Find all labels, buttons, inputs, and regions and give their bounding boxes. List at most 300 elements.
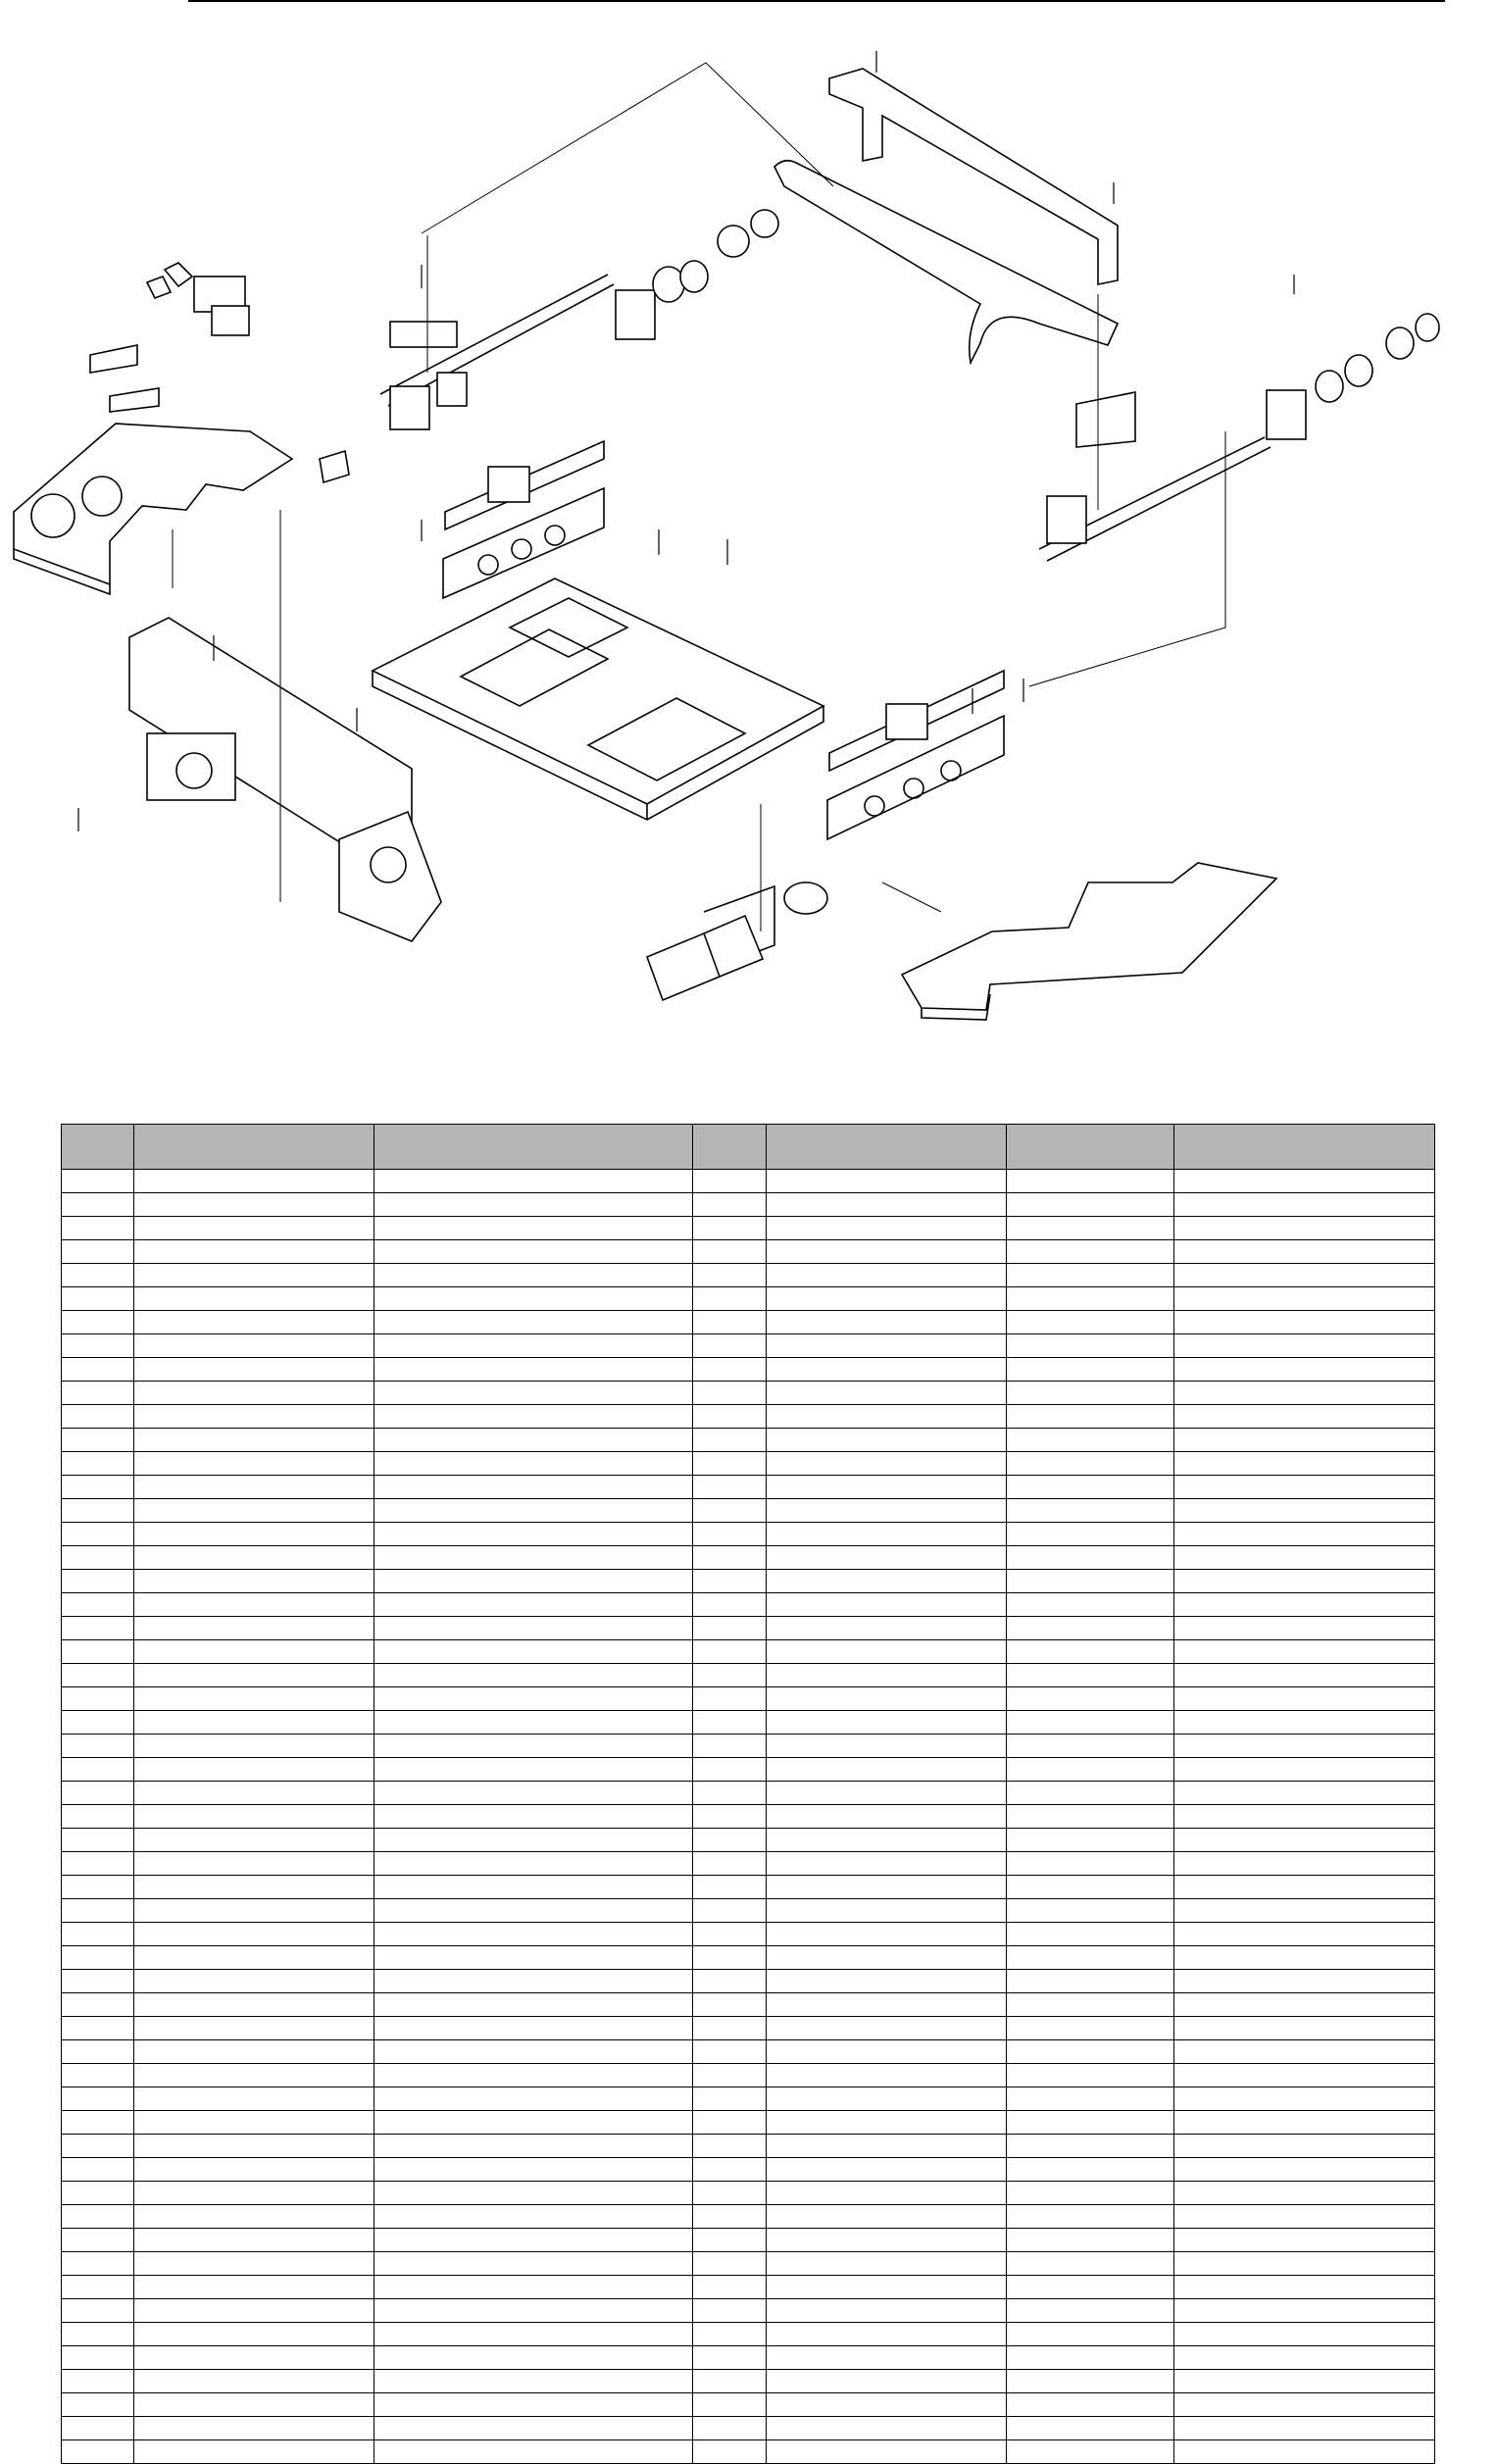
table-cell	[1174, 1476, 1435, 1499]
table-cell	[374, 1782, 693, 1805]
table-cell	[1007, 1899, 1174, 1923]
table-row	[62, 2276, 1435, 2299]
table-cell	[62, 1805, 134, 1829]
right-linear-rail	[827, 671, 1004, 839]
table-cell	[134, 1829, 374, 1852]
table-cell	[1174, 1852, 1435, 1876]
table-row	[62, 2370, 1435, 2393]
table-cell	[134, 1476, 374, 1499]
table-cell	[767, 1405, 1007, 1429]
table-cell	[1007, 2440, 1174, 2464]
table-cell	[134, 1452, 374, 1476]
table-cell	[1007, 2205, 1174, 2229]
table-row	[62, 1193, 1435, 1217]
table-cell	[693, 2135, 767, 2158]
table-cell	[134, 1993, 374, 2017]
table-row	[62, 1758, 1435, 1782]
table-row	[62, 1805, 1435, 1829]
table-cell	[1007, 2323, 1174, 2346]
table-cell	[767, 2370, 1007, 2393]
parts-table-body	[62, 1170, 1435, 2464]
table-cell	[1174, 2252, 1435, 2276]
table-row	[62, 1664, 1435, 1687]
table-cell	[1007, 1311, 1174, 1334]
table-cell	[134, 1617, 374, 1640]
table-cell	[1174, 1711, 1435, 1735]
table-cell	[693, 2417, 767, 2440]
table-cell	[693, 1170, 767, 1193]
table-cell	[767, 1523, 1007, 1546]
column-header	[1007, 1125, 1174, 1170]
table-cell	[62, 1523, 134, 1546]
table-cell	[767, 2158, 1007, 2182]
table-cell	[767, 1640, 1007, 1664]
table-cell	[374, 1405, 693, 1429]
column-header	[1174, 1125, 1435, 1170]
table-cell	[374, 1217, 693, 1240]
table-row	[62, 2064, 1435, 2087]
table-cell	[1174, 2182, 1435, 2205]
table-cell	[693, 1593, 767, 1617]
table-cell	[693, 1664, 767, 1687]
table-cell	[134, 2346, 374, 2370]
table-cell	[134, 2370, 374, 2393]
table-cell	[767, 1570, 1007, 1593]
table-cell	[767, 1334, 1007, 1358]
table-cell	[1174, 1946, 1435, 1970]
table-cell	[374, 2205, 693, 2229]
table-cell	[374, 2111, 693, 2135]
table-cell	[1174, 1382, 1435, 1405]
table-cell	[62, 1405, 134, 1429]
table-cell	[1174, 1287, 1435, 1311]
table-cell	[693, 1829, 767, 1852]
table-cell	[62, 2111, 134, 2135]
table-cell	[693, 2252, 767, 2276]
table-cell	[374, 1993, 693, 2017]
table-cell	[62, 2040, 134, 2064]
table-cell	[62, 1899, 134, 1923]
table-cell	[374, 2182, 693, 2205]
table-cell	[374, 2299, 693, 2323]
table-cell	[134, 1311, 374, 1334]
table-row	[62, 1240, 1435, 1264]
table-cell	[1007, 1476, 1174, 1499]
table-cell	[374, 1264, 693, 1287]
table-row	[62, 1711, 1435, 1735]
table-cell	[767, 1711, 1007, 1735]
table-cell	[767, 1923, 1007, 1946]
table-cell	[134, 1170, 374, 1193]
column-header	[134, 1125, 374, 1170]
table-cell	[134, 1899, 374, 1923]
table-cell	[374, 2346, 693, 2370]
table-cell	[1174, 1829, 1435, 1852]
table-row	[62, 1946, 1435, 1970]
left-ball-screw	[320, 210, 778, 482]
table-cell	[374, 1193, 693, 1217]
column-header	[767, 1125, 1007, 1170]
table-cell	[1007, 2252, 1174, 2276]
table-cell	[1174, 1311, 1435, 1334]
table-cell	[1007, 1852, 1174, 1876]
table-row	[62, 1405, 1435, 1429]
table-cell	[134, 1876, 374, 1899]
table-cell	[767, 2393, 1007, 2417]
table-cell	[693, 1899, 767, 1923]
table-cell	[1007, 1640, 1174, 1664]
table-cell	[134, 2276, 374, 2299]
table-cell	[62, 2440, 134, 2464]
table-cell	[1174, 2040, 1435, 2064]
table-cell	[693, 1640, 767, 1664]
table-cell	[693, 2111, 767, 2135]
table-cell	[767, 1311, 1007, 1334]
table-cell	[767, 1829, 1007, 1852]
table-cell	[62, 2229, 134, 2252]
table-row	[62, 1735, 1435, 1758]
table-cell	[62, 1546, 134, 1570]
table-cell	[62, 1593, 134, 1617]
table-cell	[693, 1240, 767, 1264]
table-cell	[62, 1570, 134, 1593]
table-cell	[134, 1217, 374, 1240]
table-cell	[1174, 2440, 1435, 2464]
table-cell	[134, 2417, 374, 2440]
table-cell	[1007, 1452, 1174, 1476]
table-row	[62, 1617, 1435, 1640]
table-cell	[62, 1429, 134, 1452]
table-cell	[62, 1499, 134, 1523]
table-cell	[62, 1946, 134, 1970]
table-cell	[374, 2087, 693, 2111]
table-cell	[1007, 2393, 1174, 2417]
table-cell	[134, 2440, 374, 2464]
table-cell	[134, 1970, 374, 1993]
table-cell	[374, 1287, 693, 1311]
table-cell	[767, 1240, 1007, 1264]
table-cell	[374, 1499, 693, 1523]
table-cell	[1007, 1758, 1174, 1782]
table-cell	[374, 1476, 693, 1499]
table-row	[62, 1923, 1435, 1946]
table-cell	[693, 2040, 767, 2064]
valve-cluster	[90, 263, 249, 412]
table-cell	[1174, 1593, 1435, 1617]
table-row	[62, 2299, 1435, 2323]
left-linear-rail	[443, 441, 604, 598]
table-cell	[767, 1382, 1007, 1405]
table-cell	[767, 2440, 1007, 2464]
table-cell	[62, 2346, 134, 2370]
table-cell	[374, 1852, 693, 1876]
table-cell	[134, 1640, 374, 1664]
table-row	[62, 2346, 1435, 2370]
table-cell	[62, 1358, 134, 1382]
table-cell	[134, 2040, 374, 2064]
table-cell	[1174, 2229, 1435, 2252]
table-cell	[767, 1970, 1007, 1993]
table-cell	[767, 2252, 1007, 2276]
table-cell	[1174, 2299, 1435, 2323]
table-cell	[693, 1287, 767, 1311]
table-cell	[374, 1640, 693, 1664]
table-cell	[1174, 2393, 1435, 2417]
table-cell	[1007, 1429, 1174, 1452]
table-cell	[374, 1334, 693, 1358]
table-cell	[134, 1711, 374, 1735]
table-cell	[1174, 1170, 1435, 1193]
table-cell	[62, 1334, 134, 1358]
table-cell	[1007, 1358, 1174, 1382]
table-row	[62, 1499, 1435, 1523]
table-cell	[134, 2229, 374, 2252]
table-cell	[62, 1452, 134, 1476]
table-cell	[767, 2346, 1007, 2370]
table-row	[62, 1170, 1435, 1193]
table-cell	[134, 1664, 374, 1687]
table-cell	[62, 1264, 134, 1287]
table-cell	[1174, 2135, 1435, 2158]
table-cell	[134, 1758, 374, 1782]
table-cell	[62, 2370, 134, 2393]
table-cell	[134, 2158, 374, 2182]
table-cell	[134, 1570, 374, 1593]
table-header-row	[62, 1125, 1435, 1170]
table-cell	[1174, 1993, 1435, 2017]
table-row	[62, 2205, 1435, 2229]
table-cell	[693, 1358, 767, 1382]
table-cell	[767, 2299, 1007, 2323]
table-cell	[62, 2087, 134, 2111]
table-cell	[374, 2370, 693, 2393]
table-cell	[374, 1711, 693, 1735]
table-cell	[767, 1358, 1007, 1382]
table-row	[62, 2252, 1435, 2276]
table-cell	[693, 2087, 767, 2111]
table-cell	[767, 2323, 1007, 2346]
table-cell	[1007, 1240, 1174, 1264]
table-cell	[767, 2040, 1007, 2064]
table-cell	[62, 1193, 134, 1217]
table-cell	[693, 1805, 767, 1829]
table-cell	[374, 1546, 693, 1570]
table-cell	[374, 1382, 693, 1405]
table-cell	[374, 1923, 693, 1946]
table-cell	[767, 1617, 1007, 1640]
table-cell	[693, 1782, 767, 1805]
table-cell	[374, 1429, 693, 1452]
table-cell	[374, 1617, 693, 1640]
table-cell	[134, 1923, 374, 1946]
table-cell	[62, 1382, 134, 1405]
table-cell	[1007, 2229, 1174, 2252]
table-cell	[1174, 1899, 1435, 1923]
table-cell	[374, 2440, 693, 2464]
table-cell	[767, 2276, 1007, 2299]
table-row	[62, 1452, 1435, 1476]
table-row	[62, 1217, 1435, 1240]
table-cell	[1174, 1358, 1435, 1382]
table-cell	[1174, 2205, 1435, 2229]
table-cell	[767, 1170, 1007, 1193]
table-cell	[134, 2205, 374, 2229]
table-cell	[134, 1240, 374, 1264]
table-cell	[62, 2393, 134, 2417]
table-cell	[693, 1852, 767, 1876]
table-row	[62, 1640, 1435, 1664]
table-cell	[1007, 1617, 1174, 1640]
table-cell	[374, 2252, 693, 2276]
table-cell	[1007, 1735, 1174, 1758]
table-cell	[693, 1523, 767, 1546]
table-cell	[693, 2440, 767, 2464]
table-cell	[767, 2064, 1007, 2087]
table-cell	[1174, 1499, 1435, 1523]
table-cell	[693, 2205, 767, 2229]
table-cell	[1174, 2346, 1435, 2370]
table-cell	[1174, 1240, 1435, 1264]
table-row	[62, 2323, 1435, 2346]
table-row	[62, 1358, 1435, 1382]
table-cell	[767, 1735, 1007, 1758]
table-cell	[62, 1829, 134, 1852]
table-cell	[767, 1876, 1007, 1899]
table-cell	[1007, 1405, 1174, 1429]
table-cell	[693, 1711, 767, 1735]
table-cell	[1174, 1570, 1435, 1593]
table-cell	[767, 2111, 1007, 2135]
table-cell	[693, 1452, 767, 1476]
table-cell	[1007, 1217, 1174, 1240]
table-cell	[767, 1758, 1007, 1782]
table-cell	[767, 1805, 1007, 1829]
table-cell	[62, 1970, 134, 1993]
table-cell	[767, 1899, 1007, 1923]
table-cell	[1007, 1382, 1174, 1405]
table-cell	[62, 2158, 134, 2182]
table-cell	[1007, 2417, 1174, 2440]
table-cell	[1174, 2087, 1435, 2111]
table-cell	[62, 2323, 134, 2346]
table-cell	[1174, 1405, 1435, 1429]
table-cell	[1174, 2370, 1435, 2393]
table-cell	[134, 1687, 374, 1711]
table-cell	[134, 1499, 374, 1523]
table-cell	[693, 1429, 767, 1452]
table-cell	[767, 1946, 1007, 1970]
table-cell	[374, 2393, 693, 2417]
table-cell	[62, 1311, 134, 1334]
table-cell	[1174, 1617, 1435, 1640]
table-cell	[767, 2182, 1007, 2205]
table-row	[62, 2393, 1435, 2417]
table-row	[62, 1782, 1435, 1805]
table-cell	[374, 1946, 693, 1970]
table-cell	[1174, 1664, 1435, 1687]
table-cell	[374, 1805, 693, 1829]
table-cell	[1174, 1264, 1435, 1287]
table-cell	[767, 1217, 1007, 1240]
table-cell	[693, 1687, 767, 1711]
table-cell	[693, 2323, 767, 2346]
table-cell	[1007, 2135, 1174, 2158]
table-cell	[767, 1664, 1007, 1687]
table-cell	[1007, 2064, 1174, 2087]
table-cell	[693, 2158, 767, 2182]
table-cell	[767, 2135, 1007, 2158]
table-cell	[134, 1805, 374, 1829]
table-cell	[62, 1240, 134, 1264]
table-cell	[1007, 1687, 1174, 1711]
table-cell	[767, 1687, 1007, 1711]
table-cell	[134, 1287, 374, 1311]
table-cell	[1174, 1217, 1435, 1240]
table-cell	[1174, 1970, 1435, 1993]
table-cell	[1007, 1334, 1174, 1358]
table-cell	[134, 1735, 374, 1758]
table-cell	[62, 2205, 134, 2229]
table-cell	[693, 1405, 767, 1429]
table-cell	[134, 2182, 374, 2205]
table-cell	[767, 2417, 1007, 2440]
table-cell	[62, 1852, 134, 1876]
table-cell	[62, 1287, 134, 1311]
table-cell	[1007, 1546, 1174, 1570]
table-cell	[374, 2158, 693, 2182]
table-cell	[374, 1664, 693, 1687]
table-cell	[374, 1240, 693, 1264]
parts-list-table	[61, 1124, 1435, 2464]
table-cell	[1007, 1970, 1174, 1993]
table-cell	[1174, 1805, 1435, 1829]
table-cell	[693, 2276, 767, 2299]
table-cell	[1007, 1593, 1174, 1617]
table-cell	[134, 1264, 374, 1287]
table-cell	[1007, 1523, 1174, 1546]
table-cell	[134, 2087, 374, 2111]
exploded-assembly-diagram	[0, 0, 1496, 1059]
table-cell	[1007, 1664, 1174, 1687]
table-cell	[693, 1193, 767, 1217]
table-cell	[62, 2276, 134, 2299]
table-cell	[767, 1852, 1007, 1876]
table-cell	[767, 1452, 1007, 1476]
table-cell	[693, 2017, 767, 2040]
table-cell	[767, 1193, 1007, 1217]
table-cell	[1174, 2323, 1435, 2346]
table-cell	[1174, 1923, 1435, 1946]
table-cell	[767, 1264, 1007, 1287]
table-row	[62, 1476, 1435, 1499]
table-cell	[374, 2135, 693, 2158]
table-cell	[374, 1593, 693, 1617]
table-cell	[374, 2017, 693, 2040]
table-cell	[134, 1593, 374, 1617]
table-row	[62, 1570, 1435, 1593]
table-cell	[134, 2017, 374, 2040]
table-cell	[62, 1640, 134, 1664]
table-row	[62, 2017, 1435, 2040]
table-cell	[134, 1382, 374, 1405]
table-cell	[1174, 1876, 1435, 1899]
table-row	[62, 2158, 1435, 2182]
table-cell	[374, 2064, 693, 2087]
table-cell	[134, 2064, 374, 2087]
table-cell	[134, 1334, 374, 1358]
table-cell	[693, 1923, 767, 1946]
table-cell	[134, 2323, 374, 2346]
